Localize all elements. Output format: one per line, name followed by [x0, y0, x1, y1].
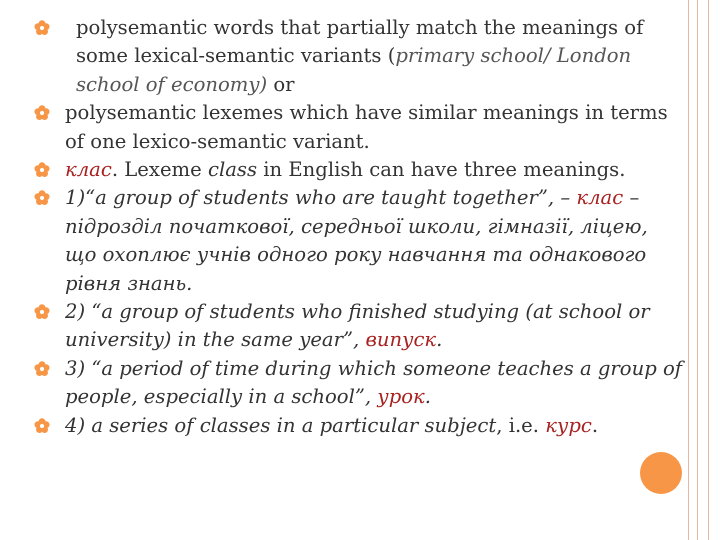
frame-line [688, 0, 689, 540]
list-item: 2) “a group of students who finished studying (at school or university) in the same year”, випуск. [34, 298, 684, 355]
flower-icon [34, 418, 50, 434]
list-item: клас. Lexeme class in English can have three meanings. [34, 156, 684, 184]
frame-line [708, 0, 709, 540]
flower-icon [34, 20, 50, 36]
flower-icon [34, 162, 50, 178]
list-item: polysemantic words that partially match the meanings of some lexical-semantic variants (primary school/ London school of economy) or [34, 14, 684, 99]
list-item: 3) “a period of time during which someone teaches a group of people, especially in a school”, урок. [34, 355, 684, 412]
flower-icon [34, 304, 50, 320]
frame-line [697, 0, 698, 540]
flower-icon [34, 190, 50, 206]
slide-content [34, 14, 684, 440]
flower-icon [34, 105, 50, 121]
list-item: polysemantic lexemes which have similar meanings in terms of one lexico-semantic variant. [34, 99, 684, 156]
list-item: 1)“a group of students who are taught together”, – клас – підрозділ початкової, середньої школи, гімназії, ліцею, що охоплює учнів одного року навчання та однакового рівня знань. [34, 184, 684, 298]
decorative-circle [640, 452, 682, 494]
flower-icon [34, 361, 50, 377]
list-item: 4) a series of classes in a particular subject, i.e. курс. [34, 412, 684, 440]
